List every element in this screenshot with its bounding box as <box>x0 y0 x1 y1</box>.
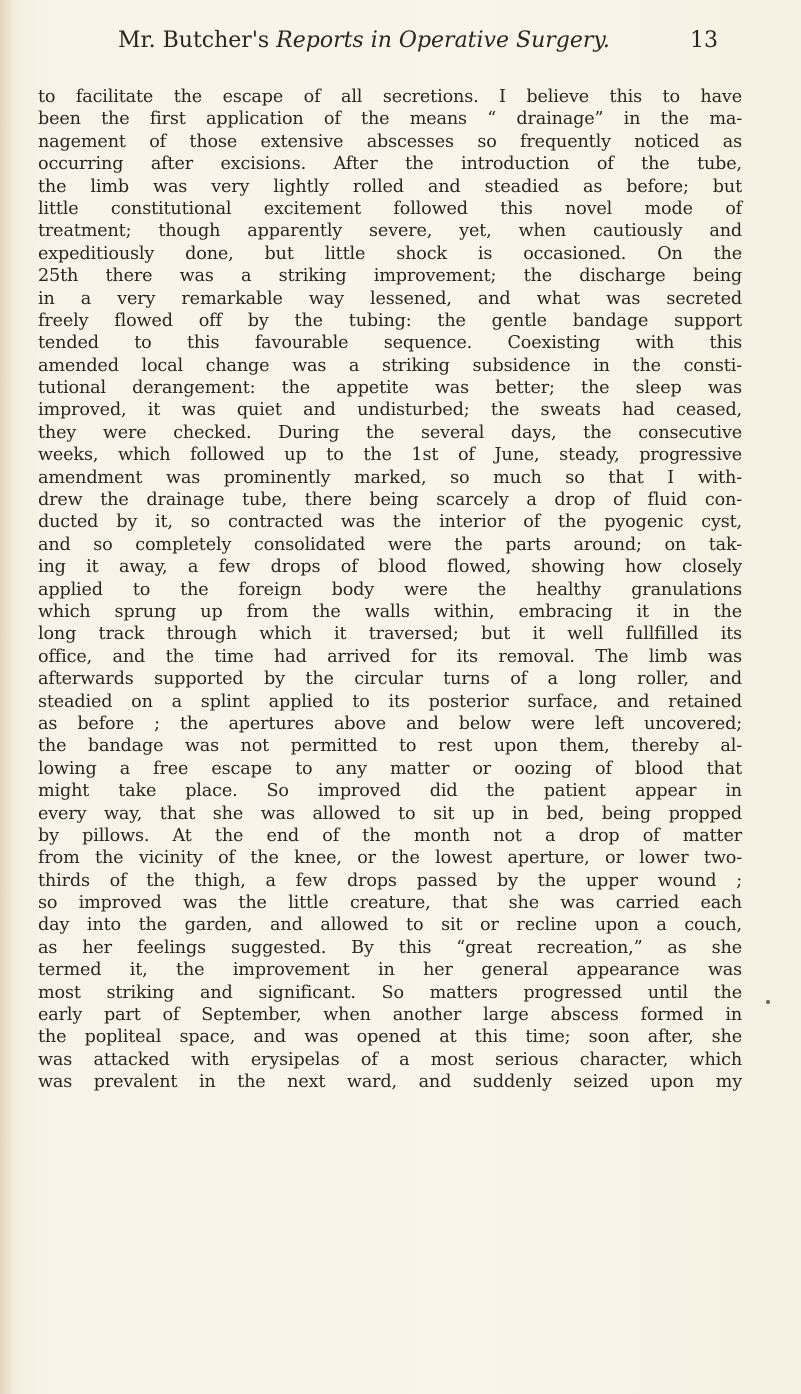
text-line: drew the drainage tube, there being scarcely a drop of fluid con- <box>38 490 742 511</box>
text-line: amendment was prominently marked, so much so that I with- <box>38 467 742 488</box>
running-title <box>118 28 610 53</box>
text-line: freely flowed off by the tubing: the gentle bandage support <box>38 310 742 331</box>
text-line: they were checked. During the several days, the consecutive <box>38 422 742 443</box>
text-line: by pillows. At the end of the month not a drop of matter <box>38 825 742 846</box>
text-line: and so completely consolidated were the parts around; on tak- <box>38 534 742 555</box>
body-text <box>38 86 742 1094</box>
text-line: which sprung up from the walls within, embracing it in the <box>38 601 742 622</box>
text-line: might take place. So improved did the patient appear in <box>38 781 742 802</box>
text-line: the limb was very lightly rolled and steadied as before; but <box>38 176 742 197</box>
text-line: every way, that she was allowed to sit up in bed, being propped <box>38 803 742 824</box>
text-line: as before ; the apertures above and below were left uncovered; <box>38 713 742 734</box>
text-line: most striking and significant. So matters progressed until the <box>38 982 742 1003</box>
text-line: steadied on a splint applied to its posterior surface, and retained <box>38 691 742 712</box>
text-line: thirds of the thigh, a few drops passed by the upper wound ; <box>38 870 742 891</box>
text-line: office, and the time had arrived for its removal. The limb was <box>38 646 742 667</box>
text-line: from the vicinity of the knee, or the lowest aperture, or lower two- <box>38 848 742 869</box>
text-line: ing it away, a few drops of blood flowed, showing how closely <box>38 557 742 578</box>
text-line: tutional derangement: the appetite was better; the sleep was <box>38 378 742 399</box>
text-line: early part of September, when another large abscess formed in <box>38 1005 742 1026</box>
text-line: was attacked with erysipelas of a most serious character, which <box>38 1049 742 1070</box>
margin-mark <box>766 1000 770 1004</box>
text-line: as her feelings suggested. By this “great recreation,” as she <box>38 937 742 958</box>
running-title-prefix: Mr. Butcher's <box>118 28 277 53</box>
text-line: occurring after excisions. After the introduction of the tube, <box>38 154 742 175</box>
text-line: termed it, the improvement in her general appearance was <box>38 960 742 981</box>
text-line: tended to this favourable sequence. Coexisting with this <box>38 333 742 354</box>
text-line: amended local change was a striking subsidence in the consti- <box>38 355 742 376</box>
text-line: improved, it was quiet and undisturbed; the sweats had ceased, <box>38 400 742 421</box>
text-line: to facilitate the escape of all secretions. I believe this to have <box>38 87 742 107</box>
text-line: the bandage was not permitted to rest upon them, thereby al- <box>38 736 742 757</box>
text-line: so improved was the little creature, that she was carried each <box>38 893 742 914</box>
text-line: in a very remarkable way lessened, and what was secreted <box>38 288 742 309</box>
page-edge-shadow <box>0 0 14 1394</box>
text-line: expeditiously done, but little shock is occasioned. On the <box>38 243 742 264</box>
running-title-italic: Reports in Operative Surgery. <box>276 28 610 53</box>
text-line: afterwards supported by the circular turns of a long roller, and <box>38 669 742 690</box>
text-line: was prevalent in the next ward, and suddenly seized upon my <box>38 1072 742 1093</box>
page-number: 13 <box>690 28 718 53</box>
text-line: treatment; though apparently severe, yet, when cautiously and <box>38 221 742 242</box>
text-line: nagement of those extensive abscesses so frequently noticed as <box>38 131 742 152</box>
text-line: ducted by it, so contracted was the interior of the pyogenic cyst, <box>38 512 742 533</box>
text-line: lowing a free escape to any matter or oozing of blood that <box>38 758 742 779</box>
text-line: 25th there was a striking improvement; the discharge being <box>38 266 742 287</box>
text-line: the popliteal space, and was opened at this time; soon after, she <box>38 1027 742 1048</box>
running-header <box>118 28 718 62</box>
text-line: weeks, which followed up to the 1st of June, steady, progressive <box>38 445 742 466</box>
text-line: long track through which it traversed; but it well fullfilled its <box>38 624 742 645</box>
text-line: applied to the foreign body were the healthy granulations <box>38 579 742 600</box>
text-line: little constitutional excitement followed this novel mode of <box>38 198 742 219</box>
text-line: been the first application of the means “ drainage” in the ma- <box>38 109 742 130</box>
text-line: day into the garden, and allowed to sit or recline upon a couch, <box>38 915 742 936</box>
